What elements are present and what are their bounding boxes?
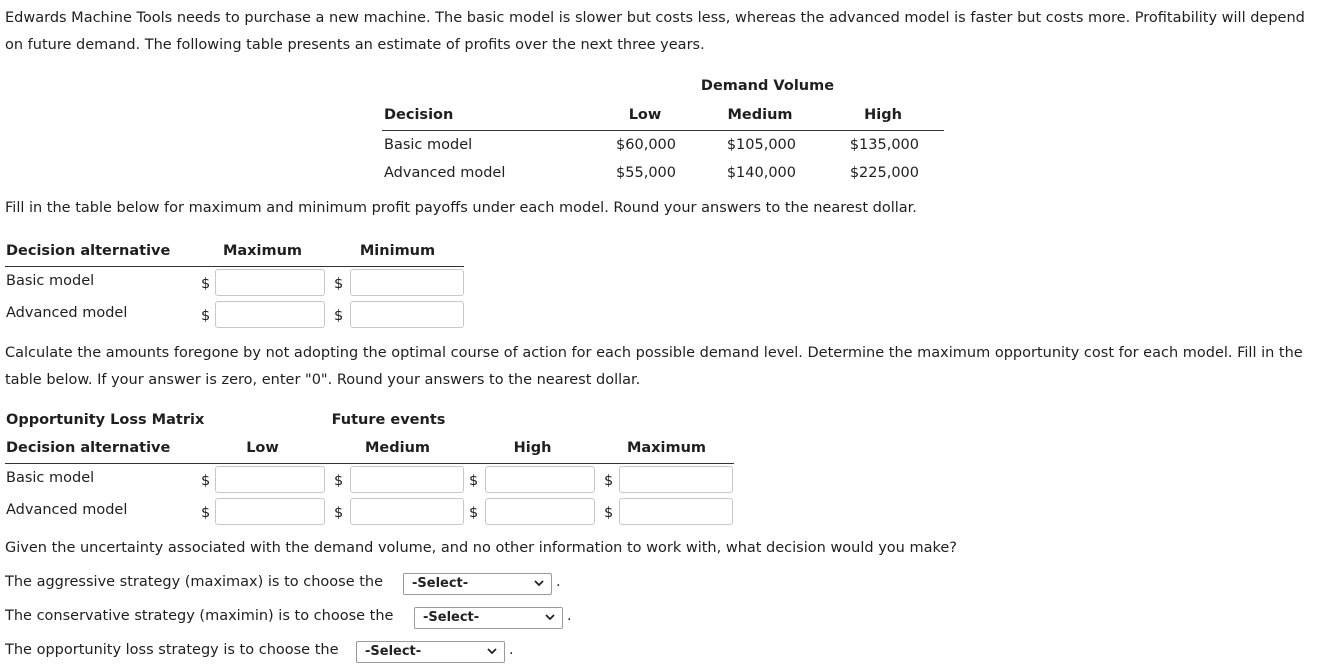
select-value: -Select- bbox=[423, 610, 480, 625]
advanced-high-loss-input[interactable] bbox=[485, 498, 595, 525]
maximum-header: Maximum bbox=[222, 243, 303, 259]
currency-symbol: $ bbox=[334, 473, 344, 489]
currency-symbol: $ bbox=[201, 308, 211, 324]
currency-symbol: $ bbox=[201, 505, 211, 521]
chevron-down-icon bbox=[486, 644, 498, 658]
low-header: Low bbox=[628, 107, 662, 123]
currency-symbol: $ bbox=[334, 308, 344, 324]
opportunity-loss-title: Opportunity Loss Matrix bbox=[6, 412, 205, 428]
profit-cell: $140,000 bbox=[726, 165, 796, 181]
decision-alternative-header: Decision alternative bbox=[6, 440, 171, 456]
basic-maximum-loss-input[interactable] bbox=[619, 466, 733, 493]
chevron-down-icon bbox=[533, 576, 545, 590]
payoff-table-divider bbox=[5, 266, 464, 267]
basic-high-loss-input[interactable] bbox=[485, 466, 595, 493]
medium-header: Medium bbox=[364, 440, 431, 456]
minimum-header: Minimum bbox=[359, 243, 436, 259]
currency-symbol: $ bbox=[604, 505, 614, 521]
basic-minimum-input[interactable] bbox=[350, 269, 464, 296]
profit-cell: $135,000 bbox=[849, 137, 919, 153]
currency-symbol: $ bbox=[334, 276, 344, 292]
select-value: -Select- bbox=[365, 644, 422, 659]
advanced-maximum-loss-input[interactable] bbox=[619, 498, 733, 525]
decision-alternative-header: Decision alternative bbox=[6, 243, 171, 259]
profit-cell: $60,000 bbox=[616, 137, 676, 153]
currency-symbol: $ bbox=[469, 505, 479, 521]
profit-cell: $105,000 bbox=[726, 137, 796, 153]
currency-symbol: $ bbox=[469, 473, 479, 489]
advanced-maximum-input[interactable] bbox=[215, 301, 325, 328]
maximin-text: The conservative strategy (maximin) is to choose the bbox=[5, 608, 394, 624]
sentence-period: . bbox=[556, 574, 561, 590]
select-value: -Select- bbox=[412, 576, 469, 591]
currency-symbol: $ bbox=[201, 276, 211, 292]
sentence-period: . bbox=[509, 642, 514, 658]
medium-header: Medium bbox=[727, 107, 793, 123]
low-header: Low bbox=[246, 440, 279, 456]
advanced-medium-loss-input[interactable] bbox=[350, 498, 464, 525]
future-events-header: Future events bbox=[331, 412, 446, 428]
profit-table-divider bbox=[382, 130, 944, 131]
chevron-down-icon bbox=[544, 610, 556, 624]
basic-maximum-input[interactable] bbox=[215, 269, 325, 296]
high-header: High bbox=[864, 107, 902, 123]
instruction-payoff: Fill in the table below for maximum and minimum profit payoffs under each model. Round your answers to the nearest dollar. bbox=[5, 200, 917, 216]
high-header: High bbox=[513, 440, 552, 456]
currency-symbol: $ bbox=[604, 473, 614, 489]
currency-symbol: $ bbox=[334, 505, 344, 521]
demand-volume-header: Demand Volume bbox=[700, 78, 835, 94]
opportunity-loss-text: The opportunity loss strategy is to choose the bbox=[5, 642, 339, 658]
loss-table-divider bbox=[5, 463, 734, 464]
profit-row-label: Advanced model bbox=[384, 165, 506, 181]
loss-row-label: Basic model bbox=[6, 470, 95, 486]
decision-header: Decision bbox=[384, 107, 454, 123]
maximum-header: Maximum bbox=[626, 440, 707, 456]
loss-row-label: Advanced model bbox=[6, 502, 128, 518]
decision-question: Given the uncertainty associated with the demand volume, and no other information to work with, what decision would you make? bbox=[5, 540, 957, 556]
payoff-row-label: Basic model bbox=[6, 273, 95, 289]
profit-row-label: Basic model bbox=[384, 137, 473, 153]
profit-cell: $55,000 bbox=[616, 165, 676, 181]
intro-text: Edwards Machine Tools needs to purchase a new machine. The basic model is slower but costs less, whereas the advanced model is faster but costs more. Profitability will depend on future demand. The following table presents an estimate of profits over the next three years. bbox=[5, 10, 1305, 53]
sentence-period: . bbox=[567, 608, 572, 624]
maximax-text: The aggressive strategy (maximax) is to choose the bbox=[5, 574, 384, 590]
advanced-minimum-input[interactable] bbox=[350, 301, 464, 328]
profit-cell: $225,000 bbox=[849, 165, 919, 181]
instruction-opportunity-loss: Calculate the amounts foregone by not adopting the optimal course of action for each possible demand level. Determine the maximum opportunity cost for each model. Fill in the table below. If your answer is zero, enter "0". Round your answers to the nearest dollar. bbox=[5, 345, 1303, 388]
currency-symbol: $ bbox=[201, 473, 211, 489]
maximax-select[interactable] bbox=[403, 573, 552, 595]
payoff-row-label: Advanced model bbox=[6, 305, 128, 321]
advanced-low-loss-input[interactable] bbox=[215, 498, 325, 525]
maximin-select[interactable] bbox=[414, 607, 563, 629]
basic-medium-loss-input[interactable] bbox=[350, 466, 464, 493]
opportunity-loss-select[interactable] bbox=[356, 641, 505, 663]
basic-low-loss-input[interactable] bbox=[215, 466, 325, 493]
